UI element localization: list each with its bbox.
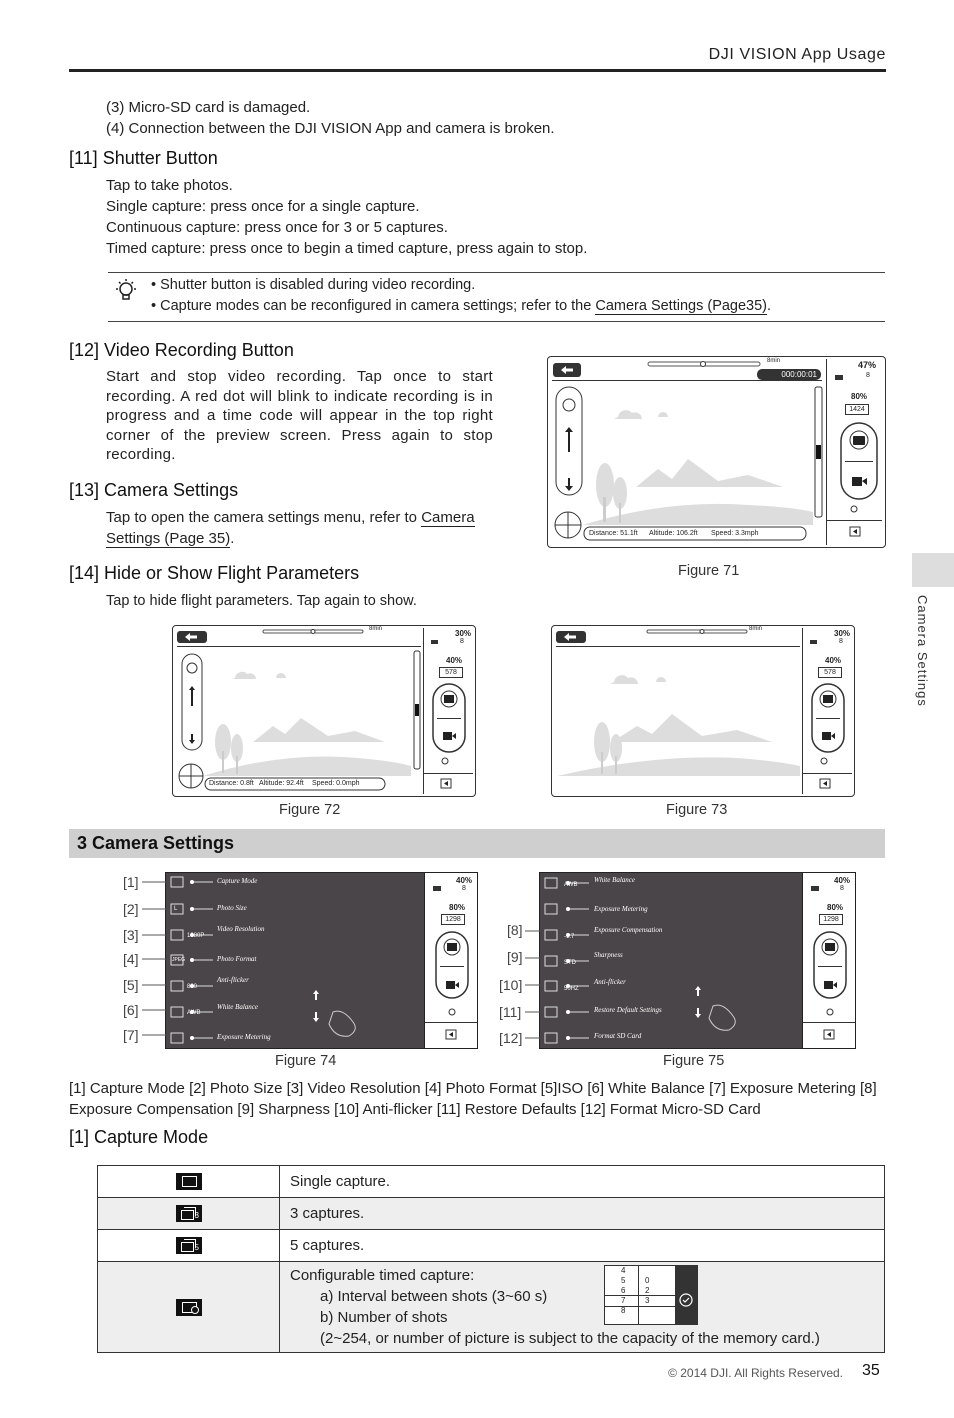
fig75-remaining: 1298 xyxy=(819,914,843,925)
fig72-distance: Distance: 0.8ft xyxy=(209,780,254,787)
picker-value: 7 xyxy=(621,1296,626,1305)
fig71-range: 8min xyxy=(767,358,781,364)
fig75-item-5-value: 50HZ xyxy=(564,986,579,992)
table-row xyxy=(98,1166,885,1198)
fig71-battery: 47% xyxy=(858,360,877,370)
fig73-sats: 8 xyxy=(839,638,843,645)
tip-line-2-text: Capture modes can be reconfigured in camera settings; refer to the xyxy=(160,298,596,314)
timed-line-1: Configurable timed capture: xyxy=(290,1267,475,1284)
camera-link-part1[interactable]: Camera xyxy=(421,509,475,526)
table-row xyxy=(98,1198,885,1230)
tip-rule-top xyxy=(108,272,885,273)
heading-hide-show: [14] Hide or Show Flight Parameters xyxy=(69,563,360,583)
page-number: 35 xyxy=(862,1362,880,1379)
heading-camera-settings: [13] Camera Settings xyxy=(69,480,239,500)
figure-75-screen xyxy=(539,872,856,1049)
picker-value: 6 xyxy=(621,1286,626,1295)
fig72-remaining: 578 xyxy=(439,667,463,678)
fig73-cam-battery: 40% xyxy=(825,656,842,665)
table-row xyxy=(98,1230,885,1262)
fig75-item-1-value: AWB xyxy=(564,882,578,888)
fig74-callout-7: [7] xyxy=(123,1027,139,1043)
cs-body-pre: Tap to open the camera settings menu, refer to xyxy=(106,509,422,526)
fig74-item-7: Exposure Metering xyxy=(217,1033,271,1041)
fig74-sats: 8 xyxy=(462,885,466,892)
fig73-remaining: 578 xyxy=(818,667,842,678)
timed-line-2: a) Interval between shots (3~60 s) xyxy=(320,1288,548,1305)
three-captures-icon xyxy=(176,1205,202,1222)
tip-line-2-end: . xyxy=(767,298,772,314)
fig74-remaining: 1298 xyxy=(441,914,465,925)
picker-value: 2 xyxy=(645,1286,650,1295)
header-rule xyxy=(69,69,886,72)
picker-value: 3 xyxy=(645,1296,650,1305)
picker-value: 0 xyxy=(645,1276,650,1285)
fig74-item-4-value: JPEG xyxy=(172,957,186,963)
fig71-speed: Speed: 3.3mph xyxy=(711,530,759,537)
fig74-callout-3: [3] xyxy=(123,927,139,943)
fig74-cam-battery: 80% xyxy=(449,903,466,912)
fig74-callout-5: [5] xyxy=(123,977,139,993)
capture-mode-table xyxy=(97,1165,885,1353)
side-tab xyxy=(912,553,954,587)
picker-value: 5 xyxy=(621,1276,626,1285)
capture-icon-cell xyxy=(98,1198,280,1230)
timed-line-4: (2~254, or number of picture is subject to the capacity of the memory card.) xyxy=(320,1330,820,1347)
running-header: DJI VISION App Usage xyxy=(708,46,886,63)
figure-73-screen xyxy=(551,625,855,797)
fig74-item-3: Video Resolution xyxy=(217,925,265,933)
shutter-line-3: Continuous capture: press once for 3 or 5 captures. xyxy=(106,219,448,236)
fig75-cam-battery: 80% xyxy=(827,903,844,912)
cs-body-post: . xyxy=(230,530,235,547)
five-captures-icon xyxy=(176,1237,202,1254)
legend-line-2: Exposure Compensation [9] Sharpness [10] Anti-flicker [11] Restore Defaults [12] Format Micro-SD Card xyxy=(69,1101,761,1118)
intro-item-3: (3) Micro-SD card is damaged. xyxy=(106,99,311,116)
tip-line-1: • Shutter button is disabled during video recording. xyxy=(151,277,476,293)
single-capture-icon xyxy=(176,1173,202,1190)
fig75-leader-lines xyxy=(525,925,540,1043)
side-label: Camera Settings xyxy=(915,595,930,707)
fig74-leader-lines xyxy=(142,876,166,1041)
heading-capture-mode: [1] Capture Mode xyxy=(69,1127,209,1147)
fig72-sats: 8 xyxy=(460,638,464,645)
tip-line-1-text: Shutter button is disabled during video recording. xyxy=(160,277,476,293)
fig75-callout-11: [11] xyxy=(499,1004,522,1020)
three-badge: 3 xyxy=(194,1211,199,1221)
capture-desc-five: 5 captures. xyxy=(280,1230,885,1262)
timed-line-3: b) Number of shots xyxy=(320,1309,448,1326)
capture-desc-timed xyxy=(280,1262,885,1353)
fig75-item-5: Anti-flicker xyxy=(594,978,626,986)
fig74-item-5-value: 800 xyxy=(187,984,198,990)
fig72-cam-battery: 40% xyxy=(446,656,463,665)
shutter-line-2: Single capture: press once for a single capture. xyxy=(106,198,420,215)
section-title: 3 Camera Settings xyxy=(77,833,235,853)
figure-73-caption: Figure 73 xyxy=(666,802,728,818)
fig72-range: 8min xyxy=(369,626,383,632)
fig74-item-2: Photo Size xyxy=(217,904,247,912)
figure-71-caption: Figure 71 xyxy=(678,563,740,579)
lightbulb-icon xyxy=(113,278,139,309)
figure-72-caption: Figure 72 xyxy=(279,802,341,818)
picker-value: 8 xyxy=(621,1306,626,1315)
fig74-callout-6: [6] xyxy=(123,1002,139,1018)
figure-75-caption: Figure 75 xyxy=(663,1053,725,1069)
capture-desc-three: 3 captures. xyxy=(280,1198,885,1230)
fig71-remaining: 1424 xyxy=(845,404,869,415)
fig74-item-2-value: L xyxy=(174,906,178,912)
table-row xyxy=(98,1262,885,1353)
picker-confirm-panel[interactable] xyxy=(675,1266,697,1324)
fig74-item-4: Photo Format xyxy=(217,955,257,963)
footer-copyright: © 2014 DJI. All Rights Reserved. xyxy=(668,1366,843,1380)
fig75-item-7: Format SD Card xyxy=(594,1032,642,1040)
fig75-callout-9: [9] xyxy=(507,949,523,965)
camera-link-part2[interactable]: Settings (Page 35) xyxy=(106,530,231,547)
fig71-sats: 8 xyxy=(866,372,870,379)
figure-72-screen xyxy=(172,625,476,797)
timed-picker-preview xyxy=(604,1265,698,1325)
fig74-item-3-value: 1080P xyxy=(187,933,205,939)
fig73-battery: 30% xyxy=(834,629,851,638)
capture-icon-cell xyxy=(98,1166,280,1198)
capture-icon-cell xyxy=(98,1262,280,1353)
video-body: Start and stop video recording. Tap once to start recording. A red dot will blink to indicate recording is in progress and a time code will appear in the top right corner of the preview screen. Press again to stop recording. xyxy=(106,368,493,464)
tip-line-2: • Capture modes can be reconfigured in camera settings; refer to the Camera Settings (Page35). xyxy=(151,298,772,314)
fig72-altitude: Altitude: 92.4ft xyxy=(259,780,304,787)
camera-settings-link[interactable]: Camera Settings (Page35) xyxy=(595,298,768,314)
intro-item-4: (4) Connection between the DJI VISION App and camera is broken. xyxy=(106,120,555,137)
fig74-item-6-value: AWB xyxy=(187,1010,201,1016)
fig75-sats: 8 xyxy=(840,885,844,892)
heading-shutter-button: [11] Shutter Button xyxy=(69,148,218,168)
fig72-battery: 30% xyxy=(455,629,472,638)
capture-desc-single: Single capture. xyxy=(280,1166,885,1198)
heading-video-button: [12] Video Recording Button xyxy=(69,340,294,360)
fig75-item-3-value: -1.7 xyxy=(564,934,575,940)
fig71-cam-battery: 80% xyxy=(851,392,868,401)
fig74-callout-2: [2] xyxy=(123,901,139,917)
fig73-range: 8min xyxy=(749,626,763,632)
fig74-battery: 40% xyxy=(456,876,473,885)
fig75-item-3: Exposure Compensation xyxy=(594,926,663,934)
legend-line-1: [1] Capture Mode [2] Photo Size [3] Video Resolution [4] Photo Format [5]ISO [6] White Balance [7] Exposure Metering [8] xyxy=(69,1080,877,1097)
fig75-callout-8: [8] xyxy=(507,922,523,938)
fig71-altitude: Altitude: 106.2ft xyxy=(649,530,698,537)
fig71-distance: Distance: 51.1ft xyxy=(589,530,638,537)
tip-rule-bottom xyxy=(108,321,885,322)
hide-show-body: Tap to hide flight parameters. Tap again to show. xyxy=(106,593,417,609)
fig74-callout-1: [1] xyxy=(123,874,139,890)
fig74-item-1: Capture Mode xyxy=(217,877,258,885)
fig74-item-6: White Balance xyxy=(217,1003,259,1011)
fig74-item-5: Anti-flicker xyxy=(217,976,249,984)
figure-74-caption: Figure 74 xyxy=(275,1053,337,1069)
figure-71-screen xyxy=(547,356,886,548)
camera-settings-body xyxy=(106,507,496,549)
fig75-item-2: Exposure Metering xyxy=(594,905,648,913)
timed-capture-icon xyxy=(176,1299,202,1316)
fig72-speed: Speed: 0.0mph xyxy=(312,780,360,787)
record-timecode: 000:00:01 xyxy=(757,369,821,380)
shutter-line-4: Timed capture: press once to begin a timed capture, press again to stop. xyxy=(106,240,588,257)
fig74-callout-4: [4] xyxy=(123,951,139,967)
fig75-item-4: Sharpness xyxy=(594,951,623,959)
fig75-item-1: White Balance xyxy=(594,876,636,884)
fig75-item-6: Restore Default Settings xyxy=(594,1006,662,1014)
picker-value: 4 xyxy=(621,1266,626,1275)
fig75-item-4-value: STD xyxy=(564,960,576,966)
five-badge: 5 xyxy=(194,1243,199,1253)
capture-icon-cell xyxy=(98,1230,280,1262)
figure-74-screen xyxy=(165,872,478,1049)
picker-right-column xyxy=(645,1276,675,1306)
fig75-battery: 40% xyxy=(834,876,851,885)
fig75-callout-10: [10] xyxy=(499,977,523,993)
fig75-callout-12: [12] xyxy=(499,1030,523,1046)
checkmark-icon xyxy=(675,1266,697,1324)
shutter-line-1: Tap to take photos. xyxy=(106,177,233,194)
